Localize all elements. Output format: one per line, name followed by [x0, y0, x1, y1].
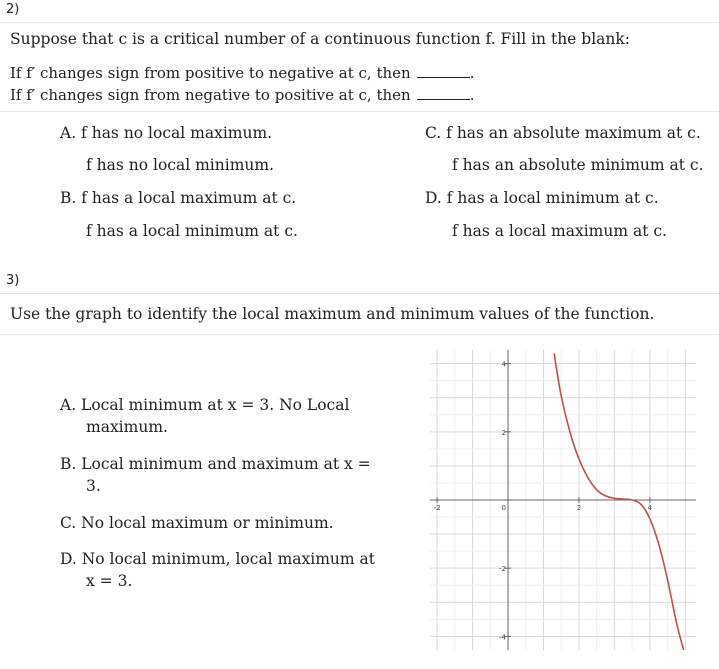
q3-option-b[interactable]	[60, 453, 390, 497]
question-2-prompt: Suppose that c is a critical number of a continuous function f. Fill in the blank:	[10, 30, 630, 48]
q3-option-c-line-1: C. No local maximum or minimum.	[60, 514, 334, 532]
q3-option-d-line-1: D. No local minimum, local maximum at	[60, 550, 375, 568]
answer-blank-2[interactable]	[417, 87, 470, 100]
q3-option-b-line-1: B. Local minimum and maximum at x =	[60, 455, 371, 473]
axes	[430, 350, 696, 650]
option-d-line-1[interactable]: D. f has a local minimum at c.	[425, 189, 659, 207]
option-b-line-2[interactable]: f has a local minimum at c.	[86, 222, 298, 240]
answer-blank-1[interactable]	[417, 65, 470, 78]
q3-option-c[interactable]	[60, 512, 390, 534]
divider	[0, 111, 719, 112]
option-a-line-1[interactable]: A. f has no local maximum.	[60, 124, 273, 142]
option-a-line-2[interactable]: f has no local minimum.	[86, 156, 275, 174]
option-b-line-1[interactable]: B. f has a local maximum at c.	[60, 189, 297, 207]
question-3-number: 3)	[6, 273, 20, 288]
x-tick-label: 2	[576, 504, 582, 512]
x-tick-label: 4	[647, 504, 653, 512]
y-tick-label: 0	[501, 504, 507, 512]
divider	[0, 22, 719, 23]
q3-option-a-line-2: maximum.	[86, 418, 168, 436]
divider	[0, 293, 719, 294]
question-2-number: 2)	[6, 2, 20, 17]
q3-option-a-line-1: A. Local minimum at x = 3. No Local	[60, 396, 350, 414]
q3-option-b-line-2: 3.	[86, 477, 101, 495]
divider	[0, 334, 719, 335]
y-tick-label: 4	[501, 360, 507, 369]
question-2-line-1: If f′ changes sign from positive to negative at c, then .	[10, 64, 475, 82]
option-c-line-2[interactable]: f has an absolute minimum at c.	[452, 156, 704, 174]
y-tick-label: -4	[499, 633, 507, 642]
function-graph	[430, 350, 696, 650]
y-tick-label: 2	[501, 428, 507, 437]
q3-option-a[interactable]	[60, 394, 390, 438]
q3-option-d[interactable]	[60, 548, 400, 592]
option-d-line-2[interactable]: f has a local maximum at c.	[452, 222, 667, 240]
option-c-line-1[interactable]: C. f has an absolute maximum at c.	[425, 124, 701, 142]
question-2-line-2: If f′ changes sign from negative to positive at c, then .	[10, 86, 475, 104]
question-3-prompt: Use the graph to identify the local maximum and minimum values of the function.	[10, 305, 655, 323]
x-tick-label: -2	[433, 504, 441, 512]
y-tick-label: -2	[499, 565, 507, 574]
q3-option-d-line-2: x = 3.	[86, 572, 133, 590]
